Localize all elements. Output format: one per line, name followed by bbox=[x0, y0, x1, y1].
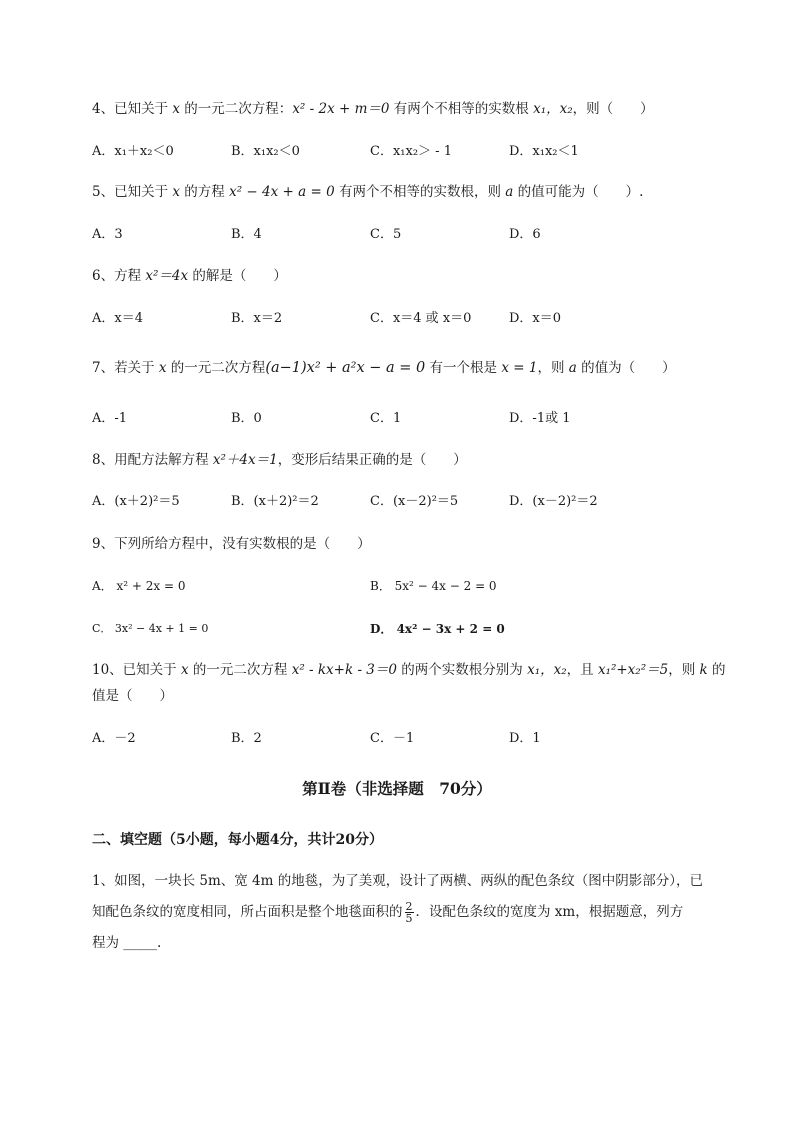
q7-variable: x bbox=[158, 360, 167, 376]
q5-equation: x² − 4x + a = 0 bbox=[229, 184, 335, 200]
q4-text: 的一元二次方程： bbox=[180, 101, 293, 117]
fill-question-1 bbox=[92, 866, 742, 959]
q4-option-b: B．x₁x₂＜0 bbox=[231, 144, 300, 159]
q10-text-2: 的两个实数根分别为 bbox=[396, 662, 528, 678]
q7-option-b: B．0 bbox=[231, 411, 262, 426]
question-10-line-2: 值是（ ） bbox=[92, 688, 173, 704]
q6-equation: x²＝4x bbox=[145, 268, 189, 284]
q10-prefix: 10、已知关于 bbox=[92, 662, 181, 678]
q9-option-b: B． 5x² − 4x − 2 = 0 bbox=[370, 579, 497, 593]
q5-tail: 的值可能为（ ）. bbox=[513, 184, 644, 200]
question-5 bbox=[92, 182, 643, 202]
q4-roots: x₁，x₂ bbox=[533, 101, 573, 117]
fraction-denominator: 5 bbox=[405, 912, 413, 925]
fill-q1-line-3: 程为 _____. bbox=[92, 935, 162, 951]
q5-variable: x bbox=[172, 184, 181, 200]
q8-option-d: D．(x－2)²＝2 bbox=[509, 494, 598, 509]
question-4 bbox=[92, 99, 654, 119]
q8-option-a: A．(x＋2)²＝5 bbox=[92, 494, 180, 509]
q8-equation: x²＋4x＝1 bbox=[212, 452, 278, 468]
fill-q1-text-b: ．设配色条纹的宽度为 xm，根据题意，列方 bbox=[415, 904, 684, 920]
q7-a: a bbox=[568, 360, 577, 376]
question-8 bbox=[92, 450, 467, 470]
q5-option-c: C．5 bbox=[370, 227, 402, 242]
part-2-title: 第Ⅱ卷（非选择题 70分） bbox=[302, 779, 492, 798]
q10-option-d: D．1 bbox=[509, 731, 541, 746]
q10-text-3: ，且 bbox=[566, 662, 598, 678]
q7-text-2: 有一个根是 bbox=[425, 360, 502, 376]
q6-option-a: A．x＝4 bbox=[92, 311, 143, 326]
fill-q1-text-a: 知配色条纹的宽度相同，所占面积是整个地毯面积的 bbox=[92, 904, 403, 920]
q5-text-2: 有两个不相等的实数根，则 bbox=[334, 184, 506, 200]
q10-option-b: B．2 bbox=[231, 731, 262, 746]
fill-q1-line-2 bbox=[92, 897, 742, 928]
q7-tail: 的值为（ ） bbox=[576, 360, 676, 376]
q8-option-c: C．(x－2)²＝5 bbox=[370, 494, 459, 509]
q5-text: 的方程 bbox=[180, 184, 230, 200]
q4-variable: x bbox=[172, 101, 181, 117]
q7-equation: (a−1)x² + a²x − a = 0 bbox=[265, 360, 426, 376]
q5-prefix: 5、已知关于 bbox=[92, 184, 173, 200]
q7-prefix: 7、若关于 bbox=[92, 360, 159, 376]
q7-option-d: D．-1或 1 bbox=[509, 411, 571, 426]
q7-option-a: A．-1 bbox=[92, 411, 128, 426]
q5-option-b: B．4 bbox=[231, 227, 262, 242]
q8-option-b: B．(x＋2)²＝2 bbox=[231, 494, 319, 509]
q4-option-a: A．x₁＋x₂＜0 bbox=[92, 144, 174, 159]
q9-option-a: A． x² + 2x = 0 bbox=[92, 579, 186, 593]
q9-option-c: C． 3x² − 4x + 1 = 0 bbox=[92, 622, 209, 635]
q4-text-2: 有两个不相等的实数根 bbox=[389, 101, 534, 117]
fill-q1-line-1: 1、如图，一块长 5m、宽 4m 的地毯，为了美观，设计了两横、两纵的配色条纹（图中阴影部分），已 bbox=[92, 873, 703, 889]
q10-tail: 的 bbox=[707, 662, 726, 678]
section-fill-in-heading: 二、填空题（5小题，每小题4分，共计20分） bbox=[92, 832, 383, 848]
question-7 bbox=[92, 358, 676, 378]
q6-prefix: 6、方程 bbox=[92, 268, 146, 284]
q4-option-c: C．x₁x₂＞ - 1 bbox=[370, 144, 452, 159]
q8-tail: ，变形后结果正确的是（ ） bbox=[277, 452, 467, 468]
q6-option-d: D．x＝0 bbox=[509, 311, 562, 326]
q6-tail: 的解是（ ） bbox=[188, 268, 287, 284]
q10-variable: x bbox=[180, 662, 189, 678]
q10-option-a: A．－2 bbox=[92, 731, 136, 746]
q6-option-b: B．x＝2 bbox=[231, 311, 283, 326]
question-10 bbox=[92, 660, 726, 680]
q10-text: 的一元二次方程 bbox=[188, 662, 292, 678]
fraction-numerator: 2 bbox=[405, 900, 413, 913]
q7-text: 的一元二次方程 bbox=[166, 360, 266, 376]
q4-prefix: 4、已知关于 bbox=[92, 101, 173, 117]
q10-k: k bbox=[699, 662, 708, 678]
question-9: 9、下列所给方程中，没有实数根的是（ ） bbox=[92, 536, 371, 552]
q7-text-3: ，则 bbox=[537, 360, 569, 376]
q4-equation: x² - 2x + m＝0 bbox=[292, 101, 390, 117]
q8-prefix: 8、用配方法解方程 bbox=[92, 452, 213, 468]
q5-option-a: A．3 bbox=[92, 227, 123, 242]
q10-equation: x² - kx+k - 3＝0 bbox=[291, 662, 397, 678]
q10-roots: x₁，x₂ bbox=[527, 662, 567, 678]
q9-option-d: D． 4x² − 3x + 2 = 0 bbox=[370, 622, 505, 636]
fraction-two-fifths bbox=[405, 901, 414, 924]
question-6 bbox=[92, 266, 287, 286]
q4-option-d: D．x₁x₂＜1 bbox=[509, 144, 579, 159]
q10-condition: x₁²+x₂²＝5 bbox=[597, 662, 669, 678]
q7-root: x = 1 bbox=[501, 360, 538, 376]
q10-text-4: ，则 bbox=[668, 662, 700, 678]
q4-tail: ，则（ ） bbox=[572, 101, 654, 117]
q6-option-c: C．x＝4 或 x＝0 bbox=[370, 311, 472, 326]
q5-option-d: D．6 bbox=[509, 227, 541, 242]
q7-option-c: C．1 bbox=[370, 411, 402, 426]
q5-a: a bbox=[505, 184, 514, 200]
q10-option-c: C．－1 bbox=[370, 731, 415, 746]
